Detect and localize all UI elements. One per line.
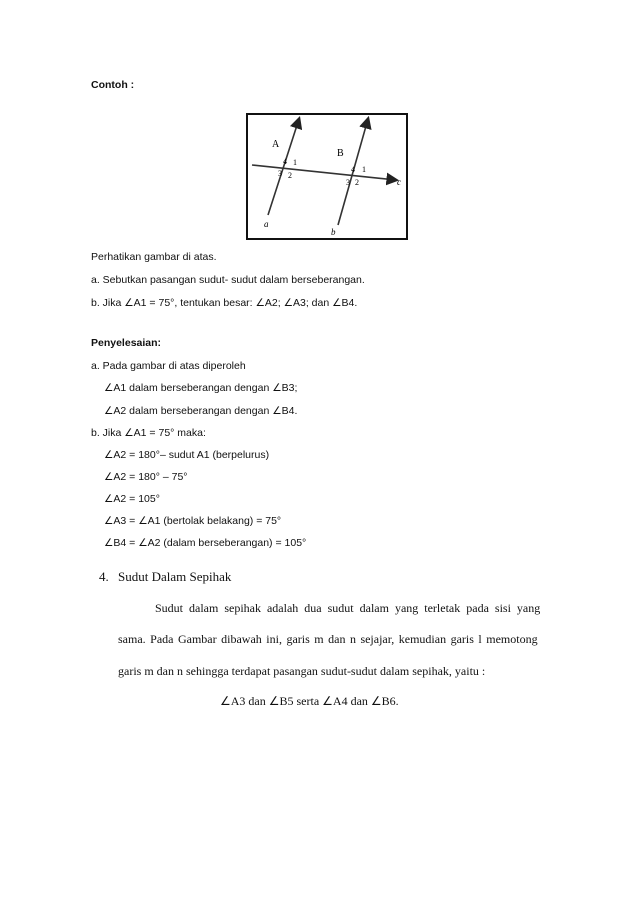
parallel-lines-figure [246, 113, 408, 240]
label-A: A [272, 139, 280, 150]
angle-A2: 2 [288, 171, 292, 180]
solution-a-intro: a. Pada gambar di atas diperoleh [91, 360, 246, 372]
angle-A4: 4 [283, 157, 287, 166]
label-a: a [264, 219, 269, 229]
angle-A1: 1 [293, 158, 297, 167]
section-4-number: 4. [99, 569, 109, 584]
question-intro: Perhatikan gambar di atas. [91, 251, 217, 263]
solution-a-line: ∠A2 dalam berseberangan dengan ∠B4. [104, 405, 298, 417]
section-4-paragraph-line: garis m dan n sehingga terdapat pasangan sudut-sudut dalam sepihak, yaitu : [118, 664, 486, 678]
solution-b-line: ∠A3 = ∠A1 (bertolak belakang) = 75° [104, 515, 282, 527]
solution-b-line: ∠A2 = 180° – 75° [104, 471, 188, 483]
solution-a-line: ∠A1 dalam berseberangan dengan ∠B3; [104, 382, 298, 394]
question-b: b. Jika ∠A1 = 75°, tentukan besar: ∠A2; ∠A3; dan ∠B4. [91, 297, 358, 309]
solution-b-line: ∠A2 = 105° [104, 493, 160, 505]
solution-b-line: ∠A2 = 180°– sudut A1 (berpelurus) [104, 449, 270, 461]
angle-B1: 1 [362, 165, 366, 174]
label-B: B [337, 148, 344, 159]
angle-B4: 4 [351, 165, 355, 174]
example-label: Contoh : [91, 79, 135, 91]
section-4-paragraph-line: Sudut dalam sepihak adalah dua sudut dalam yang terletak pada sisi yang [155, 601, 541, 615]
solution-heading: Penyelesaian: [91, 337, 162, 349]
angle-A3: 3 [278, 169, 282, 178]
angle-B2: 2 [355, 178, 359, 187]
transversal-line-c [252, 165, 396, 180]
question-a: a. Sebutkan pasangan sudut- sudut dalam berseberangan. [91, 274, 365, 286]
section-4-formula: ∠A3 dan ∠B5 serta ∠A4 dan ∠B6. [220, 694, 399, 708]
section-4-paragraph-line: sama. Pada Gambar dibawah ini, garis m dan n sejajar, kemudian garis l memotong [118, 632, 538, 646]
label-c: c [397, 177, 401, 187]
solution-b-line: ∠B4 = ∠A2 (dalam berseberangan) = 105° [104, 537, 307, 549]
label-b: b [331, 227, 336, 237]
angle-B3: 3 [346, 178, 350, 187]
solution-b-intro: b. Jika ∠A1 = 75° maka: [91, 427, 206, 439]
section-4-title: Sudut Dalam Sepihak [118, 569, 232, 584]
figure-diagram [248, 115, 406, 238]
